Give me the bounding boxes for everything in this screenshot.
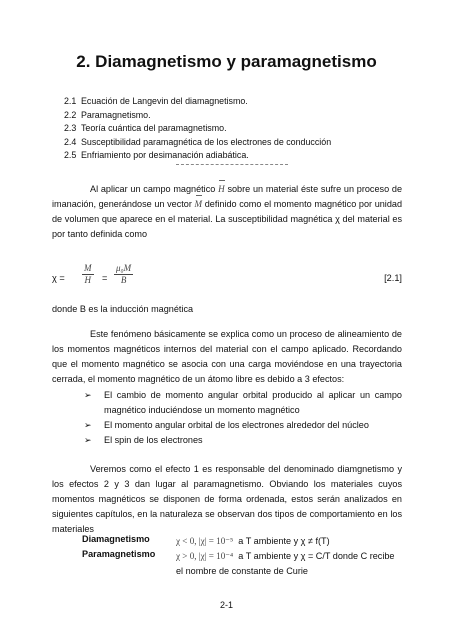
arrowhead-bullet-icon: ➢	[84, 390, 92, 400]
fraction-denominator: B	[120, 275, 127, 285]
toc-text: Enfriamiento por desimanación adiabática.	[81, 150, 249, 161]
list-item	[52, 433, 402, 448]
table-of-contents	[64, 95, 331, 163]
type-description	[176, 549, 402, 579]
list-item-text: El momento angular orbital de los electrones alrededor del núcleo	[104, 420, 369, 430]
fraction-denominator: H	[84, 275, 91, 285]
type-text: a T ambiente y χ ≠ f(T)	[238, 536, 330, 546]
toc-item	[64, 149, 331, 163]
list-item	[52, 418, 402, 433]
equals-sign: =	[102, 273, 108, 283]
material-types	[82, 534, 402, 576]
type-description	[176, 534, 402, 549]
type-math: χ > 0, |χ| = 10⁻⁴	[176, 551, 234, 561]
equation-label: [2.1]	[384, 273, 402, 283]
arrowhead-bullet-icon: ➢	[84, 435, 92, 445]
induction-note: donde B es la inducción magnética	[52, 304, 194, 314]
behaviour-paragraph	[52, 462, 402, 537]
toc-number: 2.2	[64, 109, 77, 120]
fraction-numerator: μ₀M	[116, 263, 132, 273]
toc-number: 2.1	[64, 96, 77, 106]
vector-h-symbol: H	[218, 182, 225, 197]
type-math: χ < 0, |χ| = 10⁻⁵	[176, 536, 234, 546]
toc-number: 2.4	[64, 136, 77, 147]
para3-text: Veremos como el efecto 1 es responsable del denominado diamgnetismo y los efectos 2 y 3 dan lugar al paramagnetismo. Obviando los materiales cuyos momentos magnéticos se disponen de forma ordenada, estos serán analizados en siguientes capítulos, en la naturaleza se observan dos tipos de comportamiento en los materiales	[52, 464, 402, 534]
list-item-text: El cambio de momento angular orbital producido al aplicar un campo magnético induciéndose un momento magnético	[104, 390, 402, 415]
para1-part-b: sobre un material éste sufre un proceso de imanación, generándose un vector	[52, 184, 403, 209]
arrowhead-bullet-icon: ➢	[84, 420, 92, 430]
toc-text: Paramagnetismo.	[81, 109, 151, 120]
type-row-paramagnetismo	[82, 549, 402, 576]
chapter-title: 2. Diamagnetismo y paramagnetismo	[76, 52, 377, 71]
list-item-text: El spin de los electrones	[104, 435, 203, 445]
fraction-mu0m-over-b	[114, 263, 133, 286]
list-item	[52, 388, 402, 418]
vector-m-symbol: M	[195, 197, 203, 212]
page-number: 2-1	[219, 600, 233, 610]
type-label: Diamagnetismo	[82, 534, 150, 544]
toc-number: 2.5	[64, 150, 77, 161]
toc-number: 2.3	[64, 123, 77, 134]
toc-text: Ecuación de Langevin del diamagnetismo.	[81, 96, 248, 106]
fraction-m-over-h	[82, 263, 94, 286]
para1-part-c: definido como el momento magnético por unidad de volumen que aparece en el material. La susceptibilidad magnética χ del material es por tanto definida como	[52, 199, 403, 239]
chi-equals: χ =	[52, 273, 65, 283]
type-row-diamagnetismo	[82, 534, 402, 549]
type-label: Paramagnetismo	[82, 549, 156, 559]
toc-item	[64, 122, 331, 136]
fraction-numerator: M	[84, 263, 92, 273]
intro-paragraph	[52, 182, 402, 242]
section-divider	[176, 164, 288, 165]
effects-list	[52, 388, 402, 448]
toc-text: Susceptibilidad paramagnética de los electrones de conducción	[81, 136, 332, 147]
toc-item	[64, 136, 331, 150]
toc-item	[64, 109, 331, 123]
toc-text: Teoría cuántica del paramagnetismo.	[81, 123, 227, 134]
susceptibility-equation	[52, 263, 402, 297]
para1-part-a: Al aplicar un campo magnético	[90, 184, 216, 194]
toc-item	[64, 95, 331, 109]
type-text: a T ambiente y χ = C/T donde C recibe el nombre de constante de Curie	[176, 551, 395, 576]
explanation-paragraph	[52, 327, 402, 387]
para2-text: Este fenómeno básicamente se explica como un proceso de alineamiento de los momentos magnéticos internos del material con el campo aplicado. Recordando que el momento magnético se asocia con una carga moviéndose en una trayectoria cerrada, el momento magnético de un átomo libre es debido a 3 efectos:	[52, 329, 402, 384]
